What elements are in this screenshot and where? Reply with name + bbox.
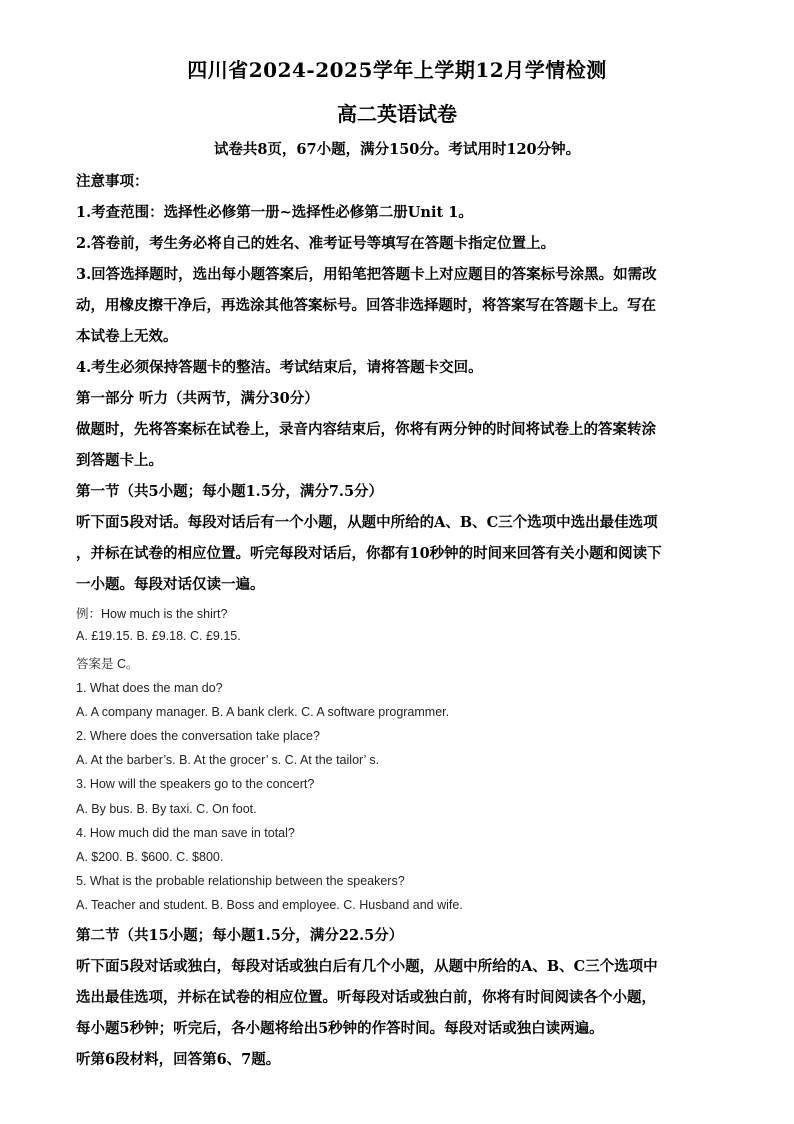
exam-info: 试卷共8页，67小题，满分150分。考试用时120分钟。	[213, 141, 581, 158]
notice-item-4: 4.考生必须保持答题卡的整洁。考试结束后，请将答题卡交回。	[76, 359, 483, 376]
section2-heading: 第二节（共15小题；每小题1.5分，满分22.5分）	[76, 927, 404, 944]
question-1: 1. What does the man do?	[76, 681, 223, 695]
section1-heading: 第一节（共5小题；每小题1.5分，满分7.5分）	[76, 483, 384, 500]
question-4: 4. How much did the man save in total?	[76, 826, 295, 840]
section1-intro-line-2: ，并标在试卷的相应位置。听完每段对话后，你都有10秒钟的时间来回答有关小题和阅读下	[76, 545, 662, 562]
part1-intro-line-2: 到答题卡上。	[76, 452, 163, 469]
part1-heading: 第一部分 听力（共两节，满分30分）	[76, 390, 319, 407]
question-5-options: A. Teacher and student. B. Boss and employee. C. Husband and wife.	[76, 898, 463, 912]
notice-item-2: 2.答卷前，考生务必将自己的姓名、准考证号等填写在答题卡指定位置上。	[76, 235, 556, 252]
exam-title: 四川省2024-2025学年上学期12月学情检测	[187, 58, 607, 82]
example-options: A. £19.15. B. £9.18. C. £9.15.	[76, 629, 241, 643]
question-2: 2. Where does the conversation take place?	[76, 729, 320, 743]
notice-item-3-line-3: 本试卷上无效。	[76, 328, 178, 345]
section2-intro-line-1: 听下面5段对话或独白，每段对话或独白后有几个小题，从题中所给的A、B、C三个选项中	[76, 958, 658, 975]
section2-intro-line-3: 每小题5秒钟；听完后，各小题将给出5秒钟的作答时间。每段对话或独白读两遍。	[76, 1020, 604, 1037]
notice-item-3-line-2: 动，用橡皮擦干净后，再选涂其他答案标号。回答非选择题时，将答案写在答题卡上。写在	[76, 297, 656, 314]
exam-subtitle: 高二英语试卷	[337, 102, 457, 126]
question-1-options: A. A company manager. B. A bank clerk. C. A software programmer.	[76, 705, 450, 719]
notice-heading: 注意事项：	[76, 173, 149, 190]
part1-intro-line-1: 做题时，先将答案标在试卷上，录音内容结束后，你将有两分钟的时间将试卷上的答案转涂	[76, 421, 656, 438]
notice-item-1: 1.考查范围：选择性必修第一册~选择性必修第二册Unit 1。	[76, 204, 473, 221]
material-6-instruction: 听第6段材料，回答第6、7题。	[76, 1051, 281, 1068]
notice-item-3-line-1: 3.回答选择题时，选出每小题答案后，用铅笔把答题卡上对应题目的答案标号涂黑。如需改	[76, 266, 657, 283]
question-3: 3. How will the speakers go to the concert?	[76, 777, 315, 791]
question-4-options: A. $200. B. $600. C. $800.	[76, 850, 224, 864]
section1-intro-line-3: 一小题。每段对话仅读一遍。	[76, 576, 265, 593]
example-answer: 答案是 C。	[76, 657, 139, 671]
question-3-options: A. By bus. B. By taxi. C. On foot.	[76, 802, 257, 816]
section2-intro-line-2: 选出最佳选项，并标在试卷的相应位置。听每段对话或独白前，你将有时间阅读各个小题，	[76, 989, 656, 1006]
question-5: 5. What is the probable relationship between the speakers?	[76, 874, 405, 888]
example-question: 例：How much is the shirt?	[76, 607, 228, 621]
section1-intro-line-1: 听下面5段对话。每段对话后有一个小题，从题中所给的A、B、C三个选项中选出最佳选项	[76, 514, 658, 531]
question-2-options: A. At the barber’s. B. At the grocer’ s. C. At the tailor’ s.	[76, 753, 380, 767]
